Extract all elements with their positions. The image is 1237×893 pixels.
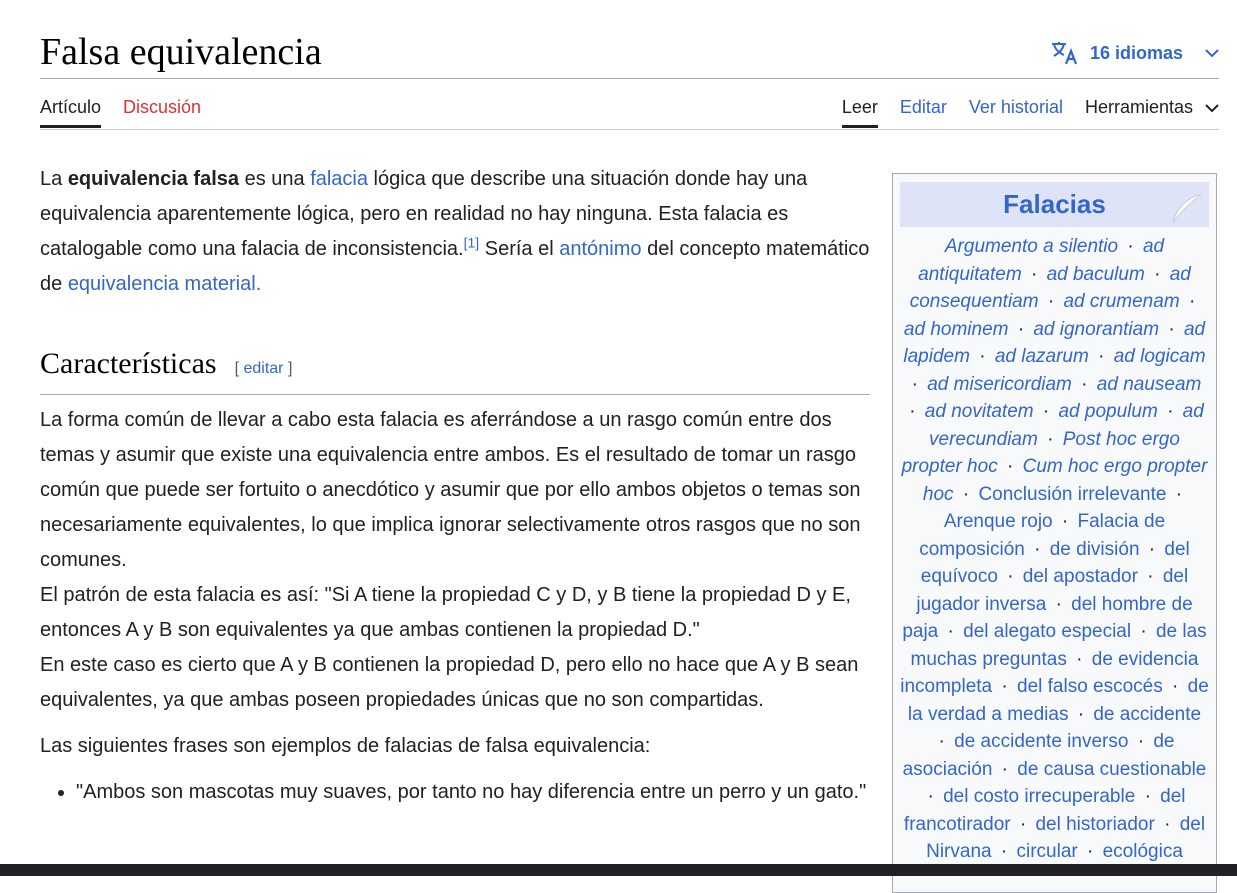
navbox-separator: · bbox=[938, 731, 945, 752]
paragraph: Las siguientes frases son ejemplos de falacias de falsa equivalencia: bbox=[40, 735, 651, 757]
navbox-separator: · bbox=[1098, 346, 1105, 367]
tabs-divider bbox=[40, 129, 1219, 130]
languages-button[interactable] bbox=[1050, 40, 1219, 66]
paragraph: La forma común de llevar a cabo esta falacia es aferrándose a un rasgo común entre dos temas y asumir que existe una equivalencia entre ambos. Es el resultado de tomar un rasgo común que puede ser fortuito o anecdótico y asumir que por ello ambos objetos o temas son necesariamente equivalentes, lo que implica ignorar selectivamente otros rasgos que no son comunes. bbox=[40, 409, 861, 571]
chevron-down-icon bbox=[1205, 48, 1219, 58]
navbox-item[interactable]: de accidente inverso bbox=[954, 731, 1129, 752]
navbox-title[interactable]: Falacias bbox=[1003, 189, 1106, 219]
navbox-separator: · bbox=[1147, 566, 1154, 587]
navbox-item[interactable]: ad crumenam bbox=[1063, 291, 1180, 312]
navbox-separator: · bbox=[1148, 538, 1156, 560]
navbox-item[interactable]: ecológica bbox=[1102, 841, 1183, 862]
navbox-separator: · bbox=[1034, 538, 1041, 560]
intro-paragraph bbox=[40, 162, 870, 302]
navbox-item[interactable]: ad hominem bbox=[903, 318, 1009, 340]
section-title: Características bbox=[40, 347, 217, 380]
tools-label: Herramientas bbox=[1084, 97, 1193, 117]
view-tabs bbox=[842, 97, 1219, 128]
navbox-item[interactable]: de las muchas preguntas bbox=[910, 621, 1207, 670]
navbox-separator: · bbox=[911, 373, 918, 395]
section-body bbox=[40, 403, 870, 810]
intro-text: es una bbox=[239, 168, 311, 190]
page-title: Falsa equivalencia bbox=[40, 31, 322, 73]
navbox-separator: · bbox=[1007, 566, 1014, 587]
intro-text: La bbox=[40, 168, 68, 190]
languages-label: 16 idiomas bbox=[1089, 42, 1183, 63]
translate-icon bbox=[1050, 40, 1080, 66]
edit-bracket-open: [ bbox=[234, 360, 244, 377]
fallacies-navbox bbox=[892, 173, 1217, 893]
navbox-separator: · bbox=[1137, 731, 1145, 752]
navbox-item[interactable]: de división bbox=[1049, 538, 1140, 560]
navbox-item[interactable]: del francotirador bbox=[903, 786, 1186, 835]
navbox-item[interactable]: ad misericordiam bbox=[927, 373, 1072, 395]
navbox-separator: · bbox=[1047, 291, 1055, 312]
navbox-item[interactable]: Conclusión irrelevante bbox=[978, 483, 1167, 505]
navbox-separator: · bbox=[947, 621, 954, 642]
intro-text: del concepto matemático de bbox=[40, 238, 870, 295]
navbox-separator: · bbox=[1081, 373, 1088, 395]
navbox-item[interactable]: Cum hoc ergo propter hoc bbox=[922, 456, 1208, 505]
navbox-separator: · bbox=[1140, 621, 1147, 642]
navbox-item[interactable]: ad ignorantiam bbox=[1033, 318, 1160, 340]
navbox-separator: · bbox=[1047, 428, 1054, 450]
navbox-separator: · bbox=[1001, 758, 1008, 780]
navbox-separator: · bbox=[1168, 318, 1175, 340]
navbox-separator: · bbox=[1017, 318, 1025, 340]
reference-1[interactable]: [1] bbox=[463, 234, 480, 251]
navbox-separator: · bbox=[979, 346, 986, 367]
section-heading bbox=[40, 344, 870, 395]
navbox-separator: · bbox=[1042, 401, 1050, 422]
intro-bold-term: equivalencia falsa bbox=[67, 168, 240, 190]
navbox-item[interactable]: ad populum bbox=[1058, 401, 1158, 422]
navbox-item[interactable]: ad verecundiam bbox=[929, 401, 1204, 450]
tab-discusion[interactable]: Discusión bbox=[123, 97, 202, 117]
navbox-item[interactable]: de la verdad a medias bbox=[907, 676, 1209, 725]
navbox-item[interactable]: ad baculum bbox=[1046, 263, 1145, 285]
navbox-item[interactable]: del falso escocés bbox=[1017, 676, 1163, 697]
navbox-item[interactable]: del Nirvana bbox=[926, 813, 1206, 862]
navbox-item[interactable]: de evidencia incompleta bbox=[900, 648, 1199, 697]
navbox-separator: · bbox=[927, 786, 934, 807]
paragraph: El patrón de esta falacia es así: "Si A tiene la propiedad C y D, y B tiene la propiedad D y E, entonces A y B son equivalentes ya que ambas contienen la propiedad D." bbox=[40, 584, 851, 641]
tab-ver-historial[interactable]: Ver historial bbox=[968, 97, 1063, 117]
navbox-item[interactable]: ad lazarum bbox=[994, 346, 1089, 367]
navbox-item[interactable]: ad lapidem bbox=[903, 318, 1206, 367]
link-antonimo[interactable]: antónimo bbox=[559, 238, 642, 260]
navbox-separator: · bbox=[1144, 786, 1151, 807]
tab-leer[interactable]: Leer bbox=[842, 97, 878, 128]
navbox-list bbox=[900, 233, 1209, 866]
navbox-item[interactable]: Post hoc ergo propter hoc bbox=[901, 428, 1180, 477]
paragraph: En este caso es cierto que A y B contienen la propiedad D, pero ello no hace que A y B sean equivalentes, ya que ambas poseen propiedades únicas que no son compartidas. bbox=[40, 654, 859, 711]
navbox-item[interactable]: del jugador inversa bbox=[916, 566, 1189, 615]
navbox-separator: · bbox=[1077, 703, 1085, 725]
navbox-item[interactable]: del alegato especial bbox=[963, 621, 1132, 642]
navbox-separator: · bbox=[1154, 263, 1161, 285]
intro-text: . bbox=[255, 273, 262, 295]
navbox-separator: · bbox=[1188, 291, 1196, 312]
navbox-item[interactable]: Arenque rojo bbox=[943, 511, 1053, 532]
navbox-separator: · bbox=[1167, 401, 1174, 422]
navbox-item[interactable]: de accidente bbox=[1093, 703, 1202, 725]
navbox-item[interactable]: ad logicam bbox=[1113, 346, 1206, 367]
list-item: • "Ambos son mascotas muy suaves, por tanto no hay diferencia entre un perro y un gato." bbox=[76, 775, 870, 810]
navbox-separator: · bbox=[1006, 456, 1014, 477]
navbox-item[interactable]: ad antiquitatem bbox=[918, 236, 1165, 285]
examples-list bbox=[40, 775, 870, 810]
link-falacia[interactable]: falacia bbox=[310, 168, 368, 190]
title-divider bbox=[40, 78, 1219, 79]
navbox-item[interactable]: de asociación bbox=[902, 731, 1175, 780]
article-body bbox=[40, 162, 870, 810]
navbox-item[interactable]: del equívoco bbox=[920, 538, 1190, 587]
taskbar bbox=[0, 864, 1237, 876]
navbox-separator: · bbox=[1055, 593, 1062, 615]
navbox-item[interactable]: de causa cuestionable bbox=[1017, 758, 1207, 780]
intro-text: Sería el bbox=[479, 238, 560, 260]
feather-icon bbox=[1169, 190, 1203, 238]
navbox-separator: · bbox=[1061, 511, 1069, 532]
navbox-item[interactable]: ad consequentiam bbox=[909, 263, 1191, 312]
navbox-item[interactable]: del apostador bbox=[1022, 566, 1138, 587]
navbox-separator: · bbox=[1087, 841, 1094, 862]
namespace-tabs bbox=[40, 97, 201, 128]
navbox-item[interactable]: Argumento a silentio bbox=[944, 236, 1119, 257]
chevron-down-icon bbox=[1205, 97, 1219, 118]
navbox-separator: · bbox=[1172, 676, 1179, 697]
navbox-header bbox=[900, 182, 1209, 227]
navbox-item[interactable]: del hombre de paja bbox=[902, 593, 1193, 642]
edit-bracket-close: ] bbox=[283, 360, 293, 377]
section-edit bbox=[235, 351, 293, 386]
navbox-item[interactable]: del costo irrecuperable bbox=[943, 786, 1136, 807]
intro-text: lógica que describe una situación donde hay una equivalencia aparentemente lógica, pero en realidad no hay ninguna. Esta falacia es catalogable como una falacia de inconsistencia. bbox=[40, 168, 808, 260]
navbox-item[interactable]: circular bbox=[1016, 841, 1078, 862]
navbox-separator: · bbox=[1175, 483, 1183, 505]
section-edit-link[interactable]: editar bbox=[243, 360, 284, 377]
navbox-item[interactable]: ad novitatem bbox=[924, 401, 1034, 422]
navbox-separator: · bbox=[1030, 263, 1038, 285]
navbox-separator: · bbox=[962, 483, 970, 505]
tab-editar[interactable]: Editar bbox=[899, 97, 947, 117]
navbox-separator: · bbox=[1001, 676, 1008, 697]
navbox-separator: · bbox=[1076, 648, 1083, 670]
navbox-item[interactable]: Falacia de composición bbox=[919, 511, 1166, 560]
navbox-item[interactable]: ad nauseam bbox=[1096, 373, 1202, 395]
navbox-separator: · bbox=[1164, 813, 1171, 835]
navbox-item[interactable]: del historiador bbox=[1035, 813, 1155, 835]
navbox-separator: · bbox=[1000, 841, 1008, 862]
navbox-separator: · bbox=[1019, 813, 1027, 835]
navbox-separator: · bbox=[909, 401, 916, 422]
navbox-separator: · bbox=[1127, 236, 1134, 257]
tab-articulo[interactable]: Artículo bbox=[40, 97, 101, 128]
tools-menu[interactable] bbox=[1085, 97, 1219, 128]
link-equivalencia-material[interactable]: equivalencia material bbox=[67, 273, 256, 295]
